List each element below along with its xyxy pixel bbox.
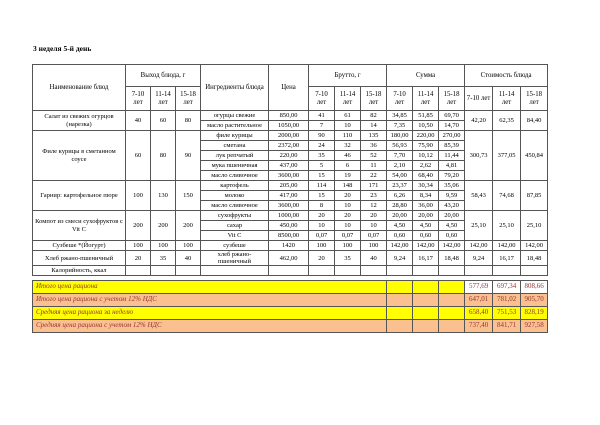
cost-value-cell: 84,40 [521,111,548,131]
ingredient-row [33,131,548,141]
gross-value-cell: 10 [335,201,361,211]
gross-value-cell: 23 [361,191,387,201]
header-age-group: 7-10 лет [309,87,335,111]
gross-value-cell: 22 [361,171,387,181]
ingredient-name-cell: масло сливочное [201,171,269,181]
header-ingredients: Ингредиенты блюда [201,65,269,111]
ingredient-name-cell: масло сливочное [201,201,269,211]
summary-empty-cell [387,320,413,333]
header-age-group: 7-10 лет [387,87,413,111]
sum-value-cell: 56,93 [387,141,413,151]
ingredient-name-cell: мука пшеничная [201,161,269,171]
gross-value-cell: 41 [309,111,335,121]
ingredient-row [33,211,548,221]
gross-value-cell: 14 [361,121,387,131]
gross-value-cell: 35 [335,251,361,266]
gross-value-cell: 40 [361,251,387,266]
sum-value-cell: 68,40 [413,171,439,181]
header-output: Выход блюда, г [126,65,201,87]
header-age-group: 15-18 лет [176,87,201,111]
sum-value-cell: 28,80 [387,201,413,211]
ingredient-name-cell: сузбеше [201,241,269,251]
ingredient-name-cell: филе курицы [201,131,269,141]
sum-value-cell: 20,00 [439,211,465,221]
gross-value-cell: 52 [361,151,387,161]
cost-value-cell: 25,10 [493,211,521,241]
sum-value-cell: 4,50 [439,221,465,231]
sum-value-cell: 69,70 [439,111,465,121]
header-age-group: 7-10 лет [126,87,151,111]
empty-cell [201,266,269,276]
sum-value-cell: 10,12 [413,151,439,161]
dish-name-cell: Хлеб ржано-пшеничный [33,251,126,266]
sum-value-cell: 0,60 [439,231,465,241]
ingredient-name-cell: сахар [201,221,269,231]
gross-value-cell: 20 [309,211,335,221]
gross-value-cell: 19 [335,171,361,181]
gross-value-cell: 10 [335,121,361,131]
empty-cell [413,266,439,276]
ingredient-name-cell: картофель [201,181,269,191]
empty-cell [335,266,361,276]
output-value-cell: 90 [176,131,201,181]
sum-value-cell: 20,00 [387,211,413,221]
sum-value-cell: 18,48 [439,251,465,266]
empty-cell [126,266,151,276]
price-value-cell: 1420 [269,241,309,251]
output-value-cell: 40 [176,251,201,266]
cost-value-cell: 18,48 [521,251,548,266]
empty-cell [269,266,309,276]
header-age-group: 11-14 лет [493,87,521,111]
ingredient-name-cell: лук репчатый [201,151,269,161]
gross-value-cell: 90 [309,131,335,141]
sum-value-cell: 54,00 [387,171,413,181]
header-age-group: 11-14 лет [413,87,439,111]
cost-value-cell: 74,68 [493,181,521,211]
sum-value-cell: 10,50 [413,121,439,131]
summary-row-total [33,281,548,294]
summary-value: 927,58 [521,320,548,333]
sum-value-cell: 180,00 [387,131,413,141]
output-value-cell: 100 [176,241,201,251]
sum-value-cell: 35,06 [439,181,465,191]
gross-value-cell: 100 [309,241,335,251]
price-value-cell: 8500,00 [269,231,309,241]
ingredient-name-cell: Vit C [201,231,269,241]
dish-name-cell: Салат из свежих огурцов (нарезка) [33,111,126,131]
sum-value-cell: 6,26 [387,191,413,201]
price-value-cell: 1000,00 [269,211,309,221]
sum-value-cell: 142,00 [439,241,465,251]
output-value-cell: 20 [126,251,151,266]
gross-value-cell: 35 [309,151,335,161]
dish-name-cell: Гарнир: картофельное пюре [33,181,126,211]
gross-value-cell: 171 [361,181,387,191]
summary-empty-cell [387,281,413,294]
price-value-cell: 3600,00 [269,201,309,211]
price-value-cell: 1050,00 [269,121,309,131]
price-value-cell: 417,00 [269,191,309,201]
sum-value-cell: 11,44 [439,151,465,161]
summary-empty-cell [413,320,439,333]
sum-value-cell: 16,17 [413,251,439,266]
gross-value-cell: 20 [361,211,387,221]
gross-value-cell: 10 [335,221,361,231]
gross-value-cell: 5 [309,161,335,171]
gross-value-cell: 8 [309,201,335,211]
dish-name-cell: Филе курицы в сметанном соусе [33,131,126,181]
output-value-cell: 60 [126,131,151,181]
gross-value-cell: 12 [361,201,387,211]
summary-empty-cell [439,320,465,333]
cost-value-cell: 16,17 [493,251,521,266]
sum-value-cell: 36,00 [413,201,439,211]
price-value-cell: 220,00 [269,151,309,161]
cost-value-cell: 377,05 [493,131,521,181]
gross-value-cell: 11 [361,161,387,171]
summary-value: 841,71 [493,320,521,333]
ingredient-name-cell: молоко [201,191,269,201]
summary-value: 737,40 [465,320,493,333]
sum-value-cell: 43,20 [439,201,465,211]
sum-value-cell: 7,35 [387,121,413,131]
summary-empty-cell [387,307,413,320]
price-value-cell: 2000,00 [269,131,309,141]
cost-value-cell: 142,00 [465,241,493,251]
gross-value-cell: 148 [335,181,361,191]
gross-value-cell: 100 [361,241,387,251]
cost-value-cell: 142,00 [493,241,521,251]
sum-value-cell: 4,50 [413,221,439,231]
gross-value-cell: 135 [361,131,387,141]
summary-value: 577,69 [465,281,493,294]
gross-value-cell: 20 [335,191,361,201]
sum-value-cell: 270,00 [439,131,465,141]
cost-value-cell: 25,10 [521,211,548,241]
sum-value-cell: 220,00 [413,131,439,141]
cost-value-cell: 142,00 [521,241,548,251]
gross-value-cell: 61 [335,111,361,121]
sum-value-cell: 51,85 [413,111,439,121]
page-title: 3 неделя 5-й день [33,44,92,53]
header-age-group: 15-18 лет [361,87,387,111]
output-value-cell: 60 [151,111,176,131]
table-body [33,111,548,276]
output-value-cell: 200 [176,211,201,241]
sum-value-cell: 75,90 [413,141,439,151]
sum-value-cell: 34,85 [387,111,413,121]
sum-value-cell: 79,20 [439,171,465,181]
summary-value: 808,66 [521,281,548,294]
summary-row-week-average [33,307,548,320]
sum-value-cell: 7,70 [387,151,413,161]
price-value-cell: 437,00 [269,161,309,171]
sum-value-cell: 20,00 [413,211,439,221]
gross-value-cell: 0,07 [361,231,387,241]
gross-value-cell: 24 [309,141,335,151]
empty-cell [439,266,465,276]
header-cost: Стоимость блюда [465,65,548,87]
ingredient-name-cell: огурцы свежие [201,111,269,121]
output-value-cell: 130 [151,181,176,211]
output-value-cell: 100 [126,241,151,251]
sum-value-cell: 4,50 [387,221,413,231]
empty-cell [493,266,521,276]
gross-value-cell: 7 [309,121,335,131]
output-value-cell: 100 [126,181,151,211]
sum-value-cell: 2,10 [387,161,413,171]
summary-empty-cell [413,294,439,307]
gross-value-cell: 20 [309,251,335,266]
ingredient-row [33,181,548,191]
sum-value-cell: 142,00 [413,241,439,251]
sum-value-cell: 8,34 [413,191,439,201]
header-age-group: 7-10 лет [465,87,493,111]
summary-value: 905,70 [521,294,548,307]
cost-value-cell: 87,85 [521,181,548,211]
price-value-cell: 3600,00 [269,171,309,181]
header-age-group: 15-18 лет [521,87,548,111]
ingredient-name-cell: хлеб ржано-пшеничный [201,251,269,266]
gross-value-cell: 0,07 [309,231,335,241]
output-value-cell: 40 [126,111,151,131]
summary-empty-cell [387,294,413,307]
sum-value-cell: 23,37 [387,181,413,191]
ingredient-name-cell: сухофрукты [201,211,269,221]
calories-label-cell: Калорийность, ккал [33,266,126,276]
sum-value-cell: 0,60 [413,231,439,241]
gross-value-cell: 10 [309,221,335,231]
summary-empty-cell [439,307,465,320]
summary-value: 751,53 [493,307,521,320]
summary-empty-cell [413,281,439,294]
gross-value-cell: 15 [309,191,335,201]
header-age-group: 11-14 лет [151,87,176,111]
summary-empty-cell [439,294,465,307]
cost-value-cell: 58,43 [465,181,493,211]
price-value-cell: 850,00 [269,111,309,121]
header-age-group: 15-18 лет [439,87,465,111]
summary-value: 697,34 [493,281,521,294]
gross-value-cell: 10 [361,221,387,231]
gross-value-cell: 110 [335,131,361,141]
header-dish-name: Наименование блюд [33,65,126,111]
empty-cell [309,266,335,276]
cost-value-cell: 42,20 [465,111,493,131]
cost-value-cell: 450,84 [521,131,548,181]
output-value-cell: 100 [151,241,176,251]
gross-value-cell: 82 [361,111,387,121]
gross-value-cell: 36 [361,141,387,151]
gross-value-cell: 114 [309,181,335,191]
price-value-cell: 205,00 [269,181,309,191]
summary-value: 647,01 [465,294,493,307]
sum-value-cell: 30,34 [413,181,439,191]
menu-table [32,64,548,333]
summary-value: 828,19 [521,307,548,320]
summary-label: Средняя цена рациона за неделю [33,307,387,320]
gross-value-cell: 32 [335,141,361,151]
cost-value-cell: 25,10 [465,211,493,241]
header-price: Цена [269,65,309,111]
gross-value-cell: 15 [309,171,335,181]
dish-name-cell: Сузбеше *(Йогурт) [33,241,126,251]
sum-value-cell: 14,70 [439,121,465,131]
gross-value-cell: 100 [335,241,361,251]
header-gross: Брутто, г [309,65,387,87]
summary-value: 658,40 [465,307,493,320]
gross-value-cell: 20 [335,211,361,221]
empty-cell [465,266,493,276]
sum-value-cell: 0,60 [387,231,413,241]
ingredient-name-cell: масло растительное [201,121,269,131]
ingredient-row [33,111,548,121]
header-sum: Сумма [387,65,465,87]
gross-value-cell: 6 [335,161,361,171]
header-age-group: 11-14 лет [335,87,361,111]
summary-empty-cell [439,281,465,294]
output-value-cell: 80 [151,131,176,181]
output-value-cell: 150 [176,181,201,211]
dish-name-cell: Компот из смеси сухофруктов с Vit C [33,211,126,241]
summary-empty-cell [413,307,439,320]
empty-cell [387,266,413,276]
price-value-cell: 450,00 [269,221,309,231]
gross-value-cell: 46 [335,151,361,161]
summary-row-total-vat [33,294,548,307]
empty-cell [521,266,548,276]
price-value-cell: 462,00 [269,251,309,266]
output-value-cell: 200 [151,211,176,241]
empty-cell [151,266,176,276]
summary-label: Итого цена рациона [33,281,387,294]
sum-value-cell: 85,39 [439,141,465,151]
cost-value-cell: 62,35 [493,111,521,131]
ingredient-row [33,241,548,251]
output-value-cell: 80 [176,111,201,131]
summary-label: Средняя цена рациона с учетом 12% НДС [33,320,387,333]
summary-label: Итого цена рациона с учетом 12% НДС [33,294,387,307]
cost-value-cell: 9,24 [465,251,493,266]
summary-value: 781,02 [493,294,521,307]
output-value-cell: 35 [151,251,176,266]
empty-cell [361,266,387,276]
summary-row-week-average-vat [33,320,548,333]
sum-value-cell: 9,59 [439,191,465,201]
summary-section [33,276,548,333]
empty-cell [176,266,201,276]
ingredient-name-cell: сметана [201,141,269,151]
ingredient-row [33,251,548,266]
output-value-cell: 200 [126,211,151,241]
sum-value-cell: 2,62 [413,161,439,171]
gross-value-cell: 0,07 [335,231,361,241]
sum-value-cell: 9,24 [387,251,413,266]
calories-row [33,266,548,276]
table-header [33,65,548,111]
sum-value-cell: 142,00 [387,241,413,251]
price-value-cell: 2372,00 [269,141,309,151]
cost-value-cell: 300,73 [465,131,493,181]
sum-value-cell: 4,81 [439,161,465,171]
